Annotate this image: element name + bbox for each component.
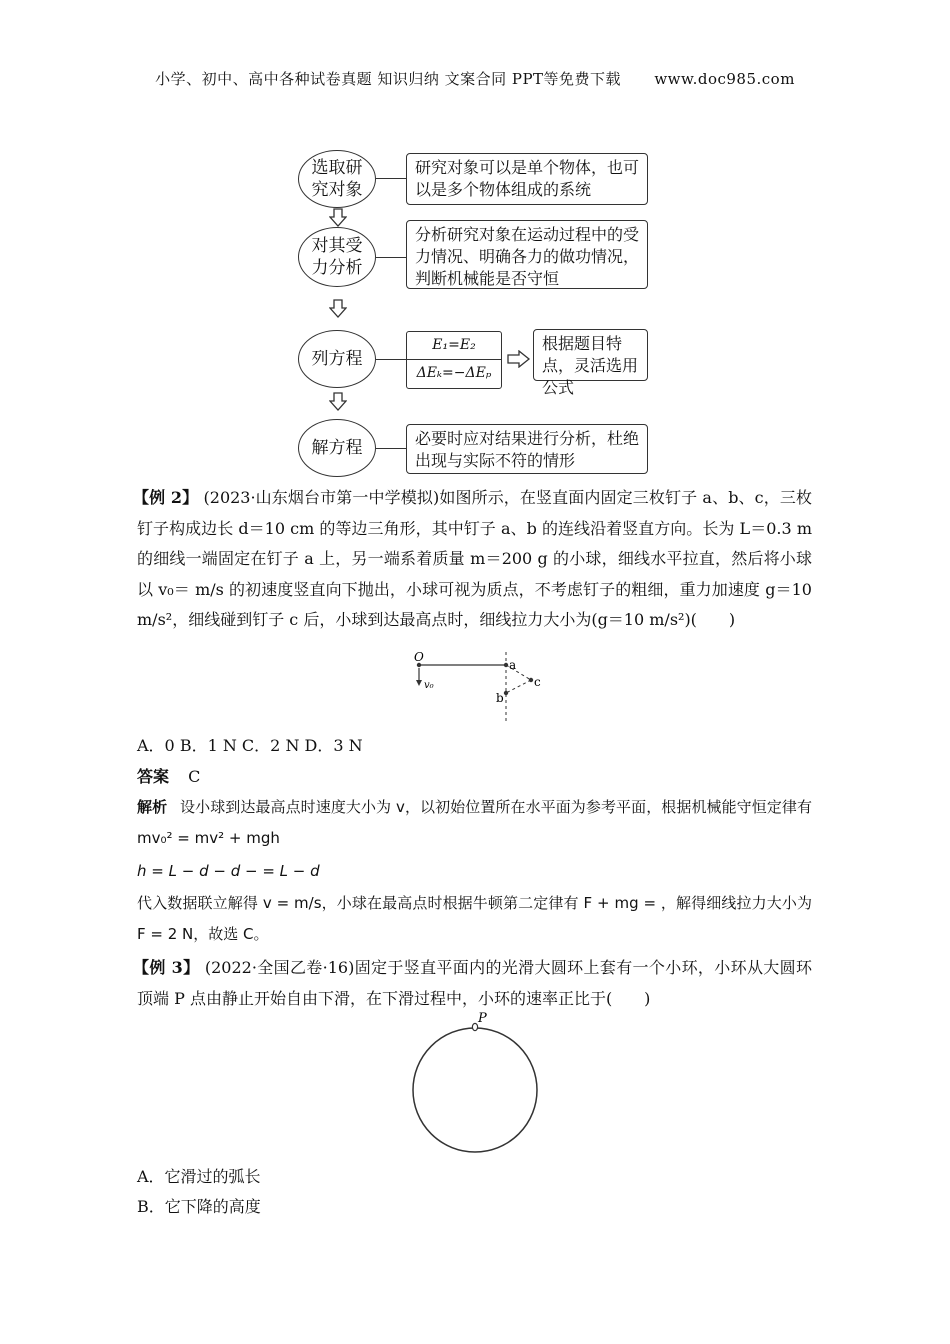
connector-line <box>376 257 406 258</box>
flow-step-label: 力分析 <box>311 258 363 278</box>
equation-2: ΔEₖ=−ΔEₚ <box>416 365 492 381</box>
example2-options: A．0 B．1 N C．2 N D．3 N <box>137 736 363 755</box>
flow-step-select-object <box>298 150 376 208</box>
example2-analysis <box>137 792 812 853</box>
equation-1: E₁=E₂ <box>407 332 501 360</box>
example3-source: (2022·全国乙卷·16) <box>204 958 355 977</box>
example2-question <box>133 483 812 636</box>
header-text: 小学、初中、高中各种试卷真题 知识归纳 文案合同 PPT等免费下载 <box>155 70 622 88</box>
example2-tag: 【例 2】 <box>133 488 199 507</box>
flow-step-label: 选取研 <box>311 158 363 178</box>
answer-value: C <box>188 767 201 786</box>
analysis-label: 解析 <box>137 798 168 816</box>
nail-b <box>504 691 508 695</box>
label-v0: v₀ <box>424 680 434 691</box>
example3-option-b: B．它下降的高度 <box>137 1197 261 1216</box>
nail-a <box>504 663 508 667</box>
header-site: www.doc985.com <box>654 70 795 88</box>
small-ring <box>472 1023 477 1030</box>
example3-question-text: 固定于竖直平面内的光滑大圆环上套有一个小环，小环从大圆环顶端 P 点由静止开始自由下滑，在下滑过程中，小环的速率正比于( ) <box>137 958 812 1008</box>
flow-step-solve: 解方程 <box>298 419 376 477</box>
equation-box <box>406 331 502 389</box>
example3-question <box>133 953 812 1014</box>
flow-desc-box: 分析研究对象在运动过程中的受力情况、明确各力的做功情况，判断机械能是否守恒 <box>406 220 648 289</box>
down-arrow-icon <box>329 392 347 412</box>
right-arrow-icon <box>507 350 531 368</box>
analysis-line-3: 代入数据联立解得 v = m/s，小球在最高点时根据牛顿第二定律有 F + mg = ，解得细线拉力大小为 F = 2 N，故选 C。 <box>137 894 812 943</box>
nail-c <box>529 678 533 682</box>
answer-label: 答案 <box>137 767 170 786</box>
flow-step-equation: 列方程 <box>298 330 376 388</box>
flow-desc-box: 必要时应对结果进行分析，杜绝出现与实际不符的情形 <box>406 424 648 474</box>
example2-source: (2023·山东烟台市第一中学模拟) <box>203 488 440 507</box>
label-b: b <box>496 691 504 705</box>
example3-option-a: A．它滑过的弧长 <box>137 1167 261 1186</box>
big-ring <box>413 1028 537 1152</box>
label-O: O <box>414 650 424 664</box>
connector-line <box>376 448 406 449</box>
example2-question-text: 如图所示，在竖直面内固定三枚钉子 a、b、c，三枚钉子构成边长 d＝10 cm 的等边三角形，其中钉子 a、b 的连线沿着竖直方向。长为 L＝0.3 m 的细线一端固定在钉子 a 上，另一端系着质量 m＝200 g 的小球，细线水平拉直，然后将小球以 v₀＝ m/s 的初速度竖直向下抛出，小球可视为质点，不考虑钉子的粗细，重力加速度 g＝10 m/s²，细线碰到钉子 c 后，小球到达最高点时，细线拉力大小为(g＝10 m/s²)( ) <box>137 488 812 629</box>
flow-step-force-analysis <box>298 227 376 287</box>
example2-answer <box>137 764 200 787</box>
flow-desc-box: 研究对象可以是单个物体，也可以是多个物体组成的系统 <box>406 153 648 205</box>
connector-line <box>376 178 406 179</box>
flow-step-label: 究对象 <box>311 180 363 200</box>
analysis-line-1: 设小球到达最高点时速度大小为 v，以初始位置所在水平面为参考平面，根据机械能守恒定律有 mv₀² = mv² + mgh <box>137 798 812 847</box>
page-header <box>0 68 950 89</box>
flow-step-label: 对其受 <box>311 236 363 256</box>
nail-diagram <box>410 650 560 725</box>
label-P: P <box>478 1011 487 1026</box>
down-arrow-icon <box>329 299 347 319</box>
flow-note-box: 根据题目特点，灵活选用公式 <box>533 329 648 381</box>
connector-line <box>376 359 406 360</box>
example3-tag: 【例 3】 <box>133 958 200 977</box>
analysis-line-2: h = L − d − d − = L − d <box>137 862 320 880</box>
circle-diagram <box>405 1010 545 1155</box>
label-c: c <box>534 675 541 689</box>
down-arrow-icon <box>329 208 347 228</box>
label-a: a <box>509 658 517 672</box>
